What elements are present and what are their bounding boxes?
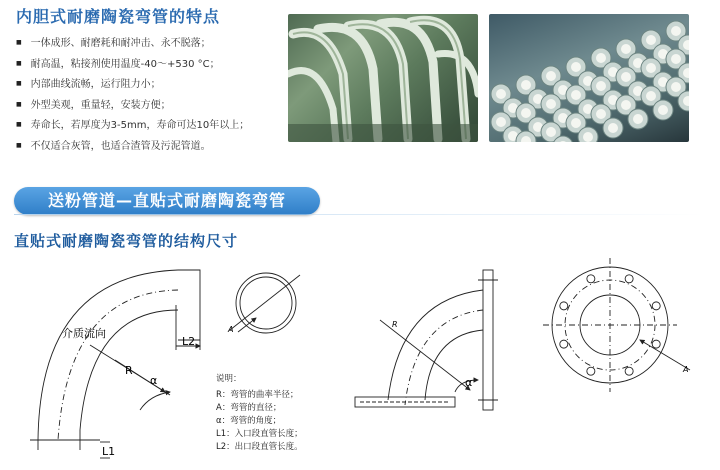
elbow-side-view (355, 270, 498, 410)
list-item: α：弯管的角度； (216, 416, 282, 426)
bolt-hole (587, 367, 595, 375)
bolt-hole (587, 275, 595, 283)
angle-label: α (150, 374, 158, 387)
list-item: ■ 外型美观，重量轻，安装方便； (16, 95, 249, 116)
bolt-hole (560, 302, 568, 310)
notes-list (216, 389, 303, 454)
list-item: L2：出口段直管长度。 (216, 442, 303, 452)
feature-list (16, 33, 249, 156)
list-item: R：弯管的曲率半径； (216, 390, 299, 400)
technical-drawings (0, 250, 720, 470)
pipe-bore (621, 100, 631, 110)
pipe-bore (583, 132, 593, 142)
pipe-bore (646, 63, 656, 73)
pipe-bore (546, 99, 556, 109)
pipe-bore (571, 118, 581, 128)
pipe-bore (596, 109, 606, 119)
bolt-hole (560, 340, 568, 348)
medium-flow-label: 介质流向 (62, 327, 106, 340)
bolt-hole (652, 302, 660, 310)
flange-diameter-label: A (683, 365, 689, 374)
pipe-bore (608, 123, 618, 133)
cross-section-view (230, 273, 300, 333)
list-item: ■ 耐高温，粘接剂使用温度-40～+530 °C； (16, 54, 249, 75)
list-item: L1：入口段直管长度； (216, 429, 303, 439)
pipe-bore (633, 114, 643, 124)
divider (14, 214, 704, 215)
pipe-bore (521, 80, 531, 90)
list-item: ■ 不仅适合灰管，也适合渣管及污泥管道。 (16, 136, 249, 157)
diameter-label: A (228, 325, 234, 334)
pipe-bore (671, 82, 681, 92)
pipe-bore (671, 54, 681, 64)
pipe-bore (671, 26, 681, 36)
radius-label-2: R (392, 320, 398, 329)
bolt-hole (625, 275, 633, 283)
radius-label: R (125, 364, 133, 377)
pipe-bore (621, 72, 631, 82)
pipe-bore (571, 90, 581, 100)
pipe-bore (621, 44, 631, 54)
pipe-bore (496, 117, 506, 127)
list-item: A：弯管的直径； (216, 403, 282, 413)
pipe-bore (521, 108, 531, 118)
list-item: ■ 寿命长，若厚度为3-5mm，寿命可达10年以上； (16, 115, 249, 136)
pipe-bore (646, 35, 656, 45)
l2-label: L2 (182, 335, 196, 348)
notes-title: 说明： (216, 374, 242, 384)
pipe-bore (596, 53, 606, 63)
section-banner (14, 187, 320, 215)
pipe-bore (596, 81, 606, 91)
pipe-bore (546, 71, 556, 81)
features-title: 内胆式耐磨陶瓷弯管的特点 (16, 7, 221, 26)
l1-label: L1 (102, 445, 116, 458)
bolt-hole (625, 367, 633, 375)
section-title: 直贴式耐磨陶瓷弯管的结构尺寸 (14, 232, 239, 250)
pipe-bore (646, 91, 656, 101)
elbow-pipes-photo (288, 14, 478, 142)
straight-pipes-photo (489, 14, 689, 142)
pipe-bore (658, 105, 668, 115)
elbow-front-view (30, 270, 200, 458)
list-item: ■ 一体成形、耐磨耗和耐冲击、永不脱落； (16, 33, 249, 54)
angle-label-2: α (465, 376, 473, 389)
banner-text: 送粉管道—直贴式耐磨陶瓷弯管 (47, 191, 286, 210)
bolt-hole (652, 340, 660, 348)
pipe-bore (571, 62, 581, 72)
pipe-bore (546, 127, 556, 137)
flange-view (543, 258, 690, 392)
list-item: ■ 内部曲线流畅，运行阻力小； (16, 74, 249, 95)
pipe-bore (496, 89, 506, 99)
